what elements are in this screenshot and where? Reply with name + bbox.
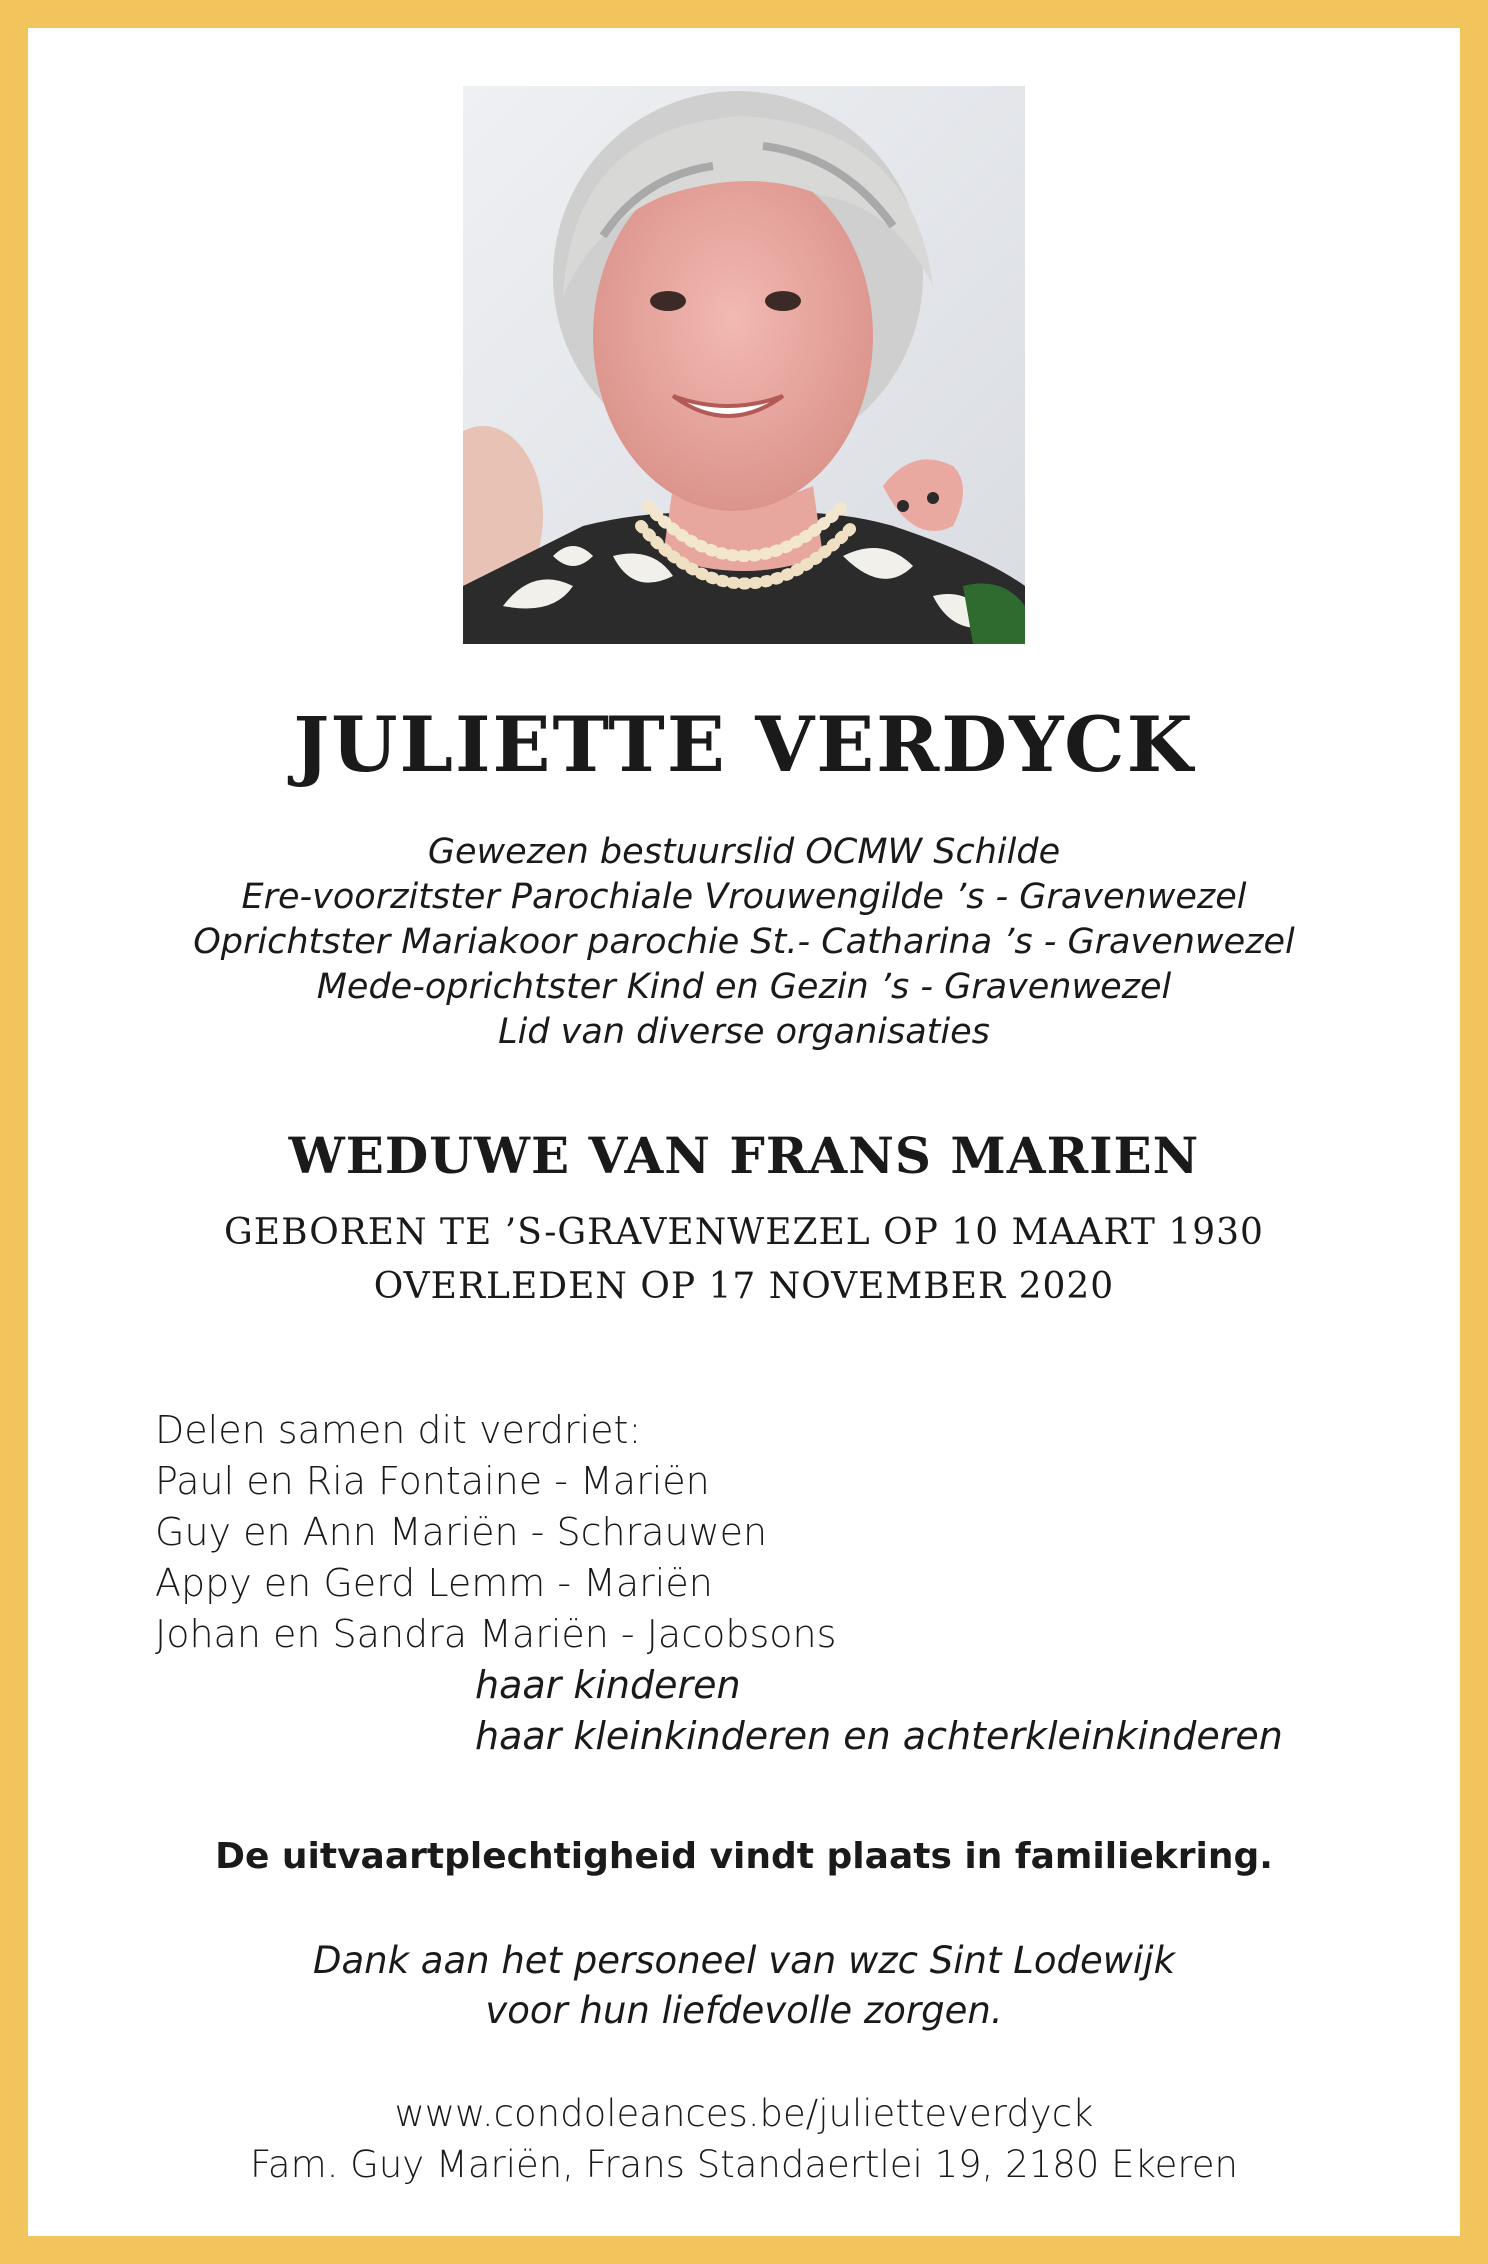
- contact-info: [0, 2088, 1488, 2190]
- portrait-photo: [463, 86, 1025, 644]
- condolence-link[interactable]: www.condoleances.be/julietteverdyck: [394, 2092, 1094, 2135]
- family-member: Paul en Ria Fontaine - Mariën: [155, 1459, 710, 1503]
- deceased-name: JULIETTE VERDYCK: [293, 700, 1195, 789]
- family-list: [155, 1405, 1355, 1762]
- role-line: Oprichtster Mariakoor parochie St.- Catharina ’s - Gravenwezel: [193, 922, 1295, 962]
- role-line: Mede-oprichtster Kind en Gezin ’s - Gravenwezel: [316, 967, 1172, 1007]
- role-line: Lid van diverse organisaties: [498, 1012, 990, 1052]
- life-dates: [0, 1206, 1488, 1314]
- funeral-notice: De uitvaartplechtigheid vindt plaats in familiekring.: [215, 1836, 1273, 1877]
- roles-list: [0, 830, 1488, 1055]
- widow-of: WEDUWE VAN FRANS MARIEN: [288, 1126, 1200, 1185]
- thanks-message: [0, 1936, 1488, 2036]
- family-member: Guy en Ann Mariën - Schrauwen: [155, 1510, 768, 1554]
- family-address: Fam. Guy Mariën, Frans Standaertlei 19, 2180 Ekeren: [250, 2143, 1238, 2186]
- family-relation: haar kleinkinderen en achterkleinkinderen: [475, 1714, 1283, 1758]
- portrait-icon: [463, 86, 1025, 644]
- role-line: Gewezen bestuurslid OCMW Schilde: [427, 832, 1061, 872]
- family-relation: haar kinderen: [475, 1663, 741, 1707]
- death-line: OVERLEDEN OP 17 NOVEMBER 2020: [373, 1266, 1115, 1307]
- family-member: Appy en Gerd Lemm - Mariën: [155, 1561, 713, 1605]
- family-member: Johan en Sandra Mariën - Jacobsons: [155, 1612, 837, 1656]
- family-intro: Delen samen dit verdriet:: [155, 1408, 642, 1452]
- birth-line: GEBOREN TE ’S-GRAVENWEZEL OP 10 MAART 1930: [224, 1212, 1264, 1253]
- role-line: Ere-voorzitster Parochiale Vrouwengilde ’s - Gravenwezel: [241, 877, 1247, 917]
- thanks-line: voor hun liefdevolle zorgen.: [485, 1989, 1003, 2032]
- thanks-line: Dank aan het personeel van wzc Sint Lodewijk: [312, 1939, 1176, 1982]
